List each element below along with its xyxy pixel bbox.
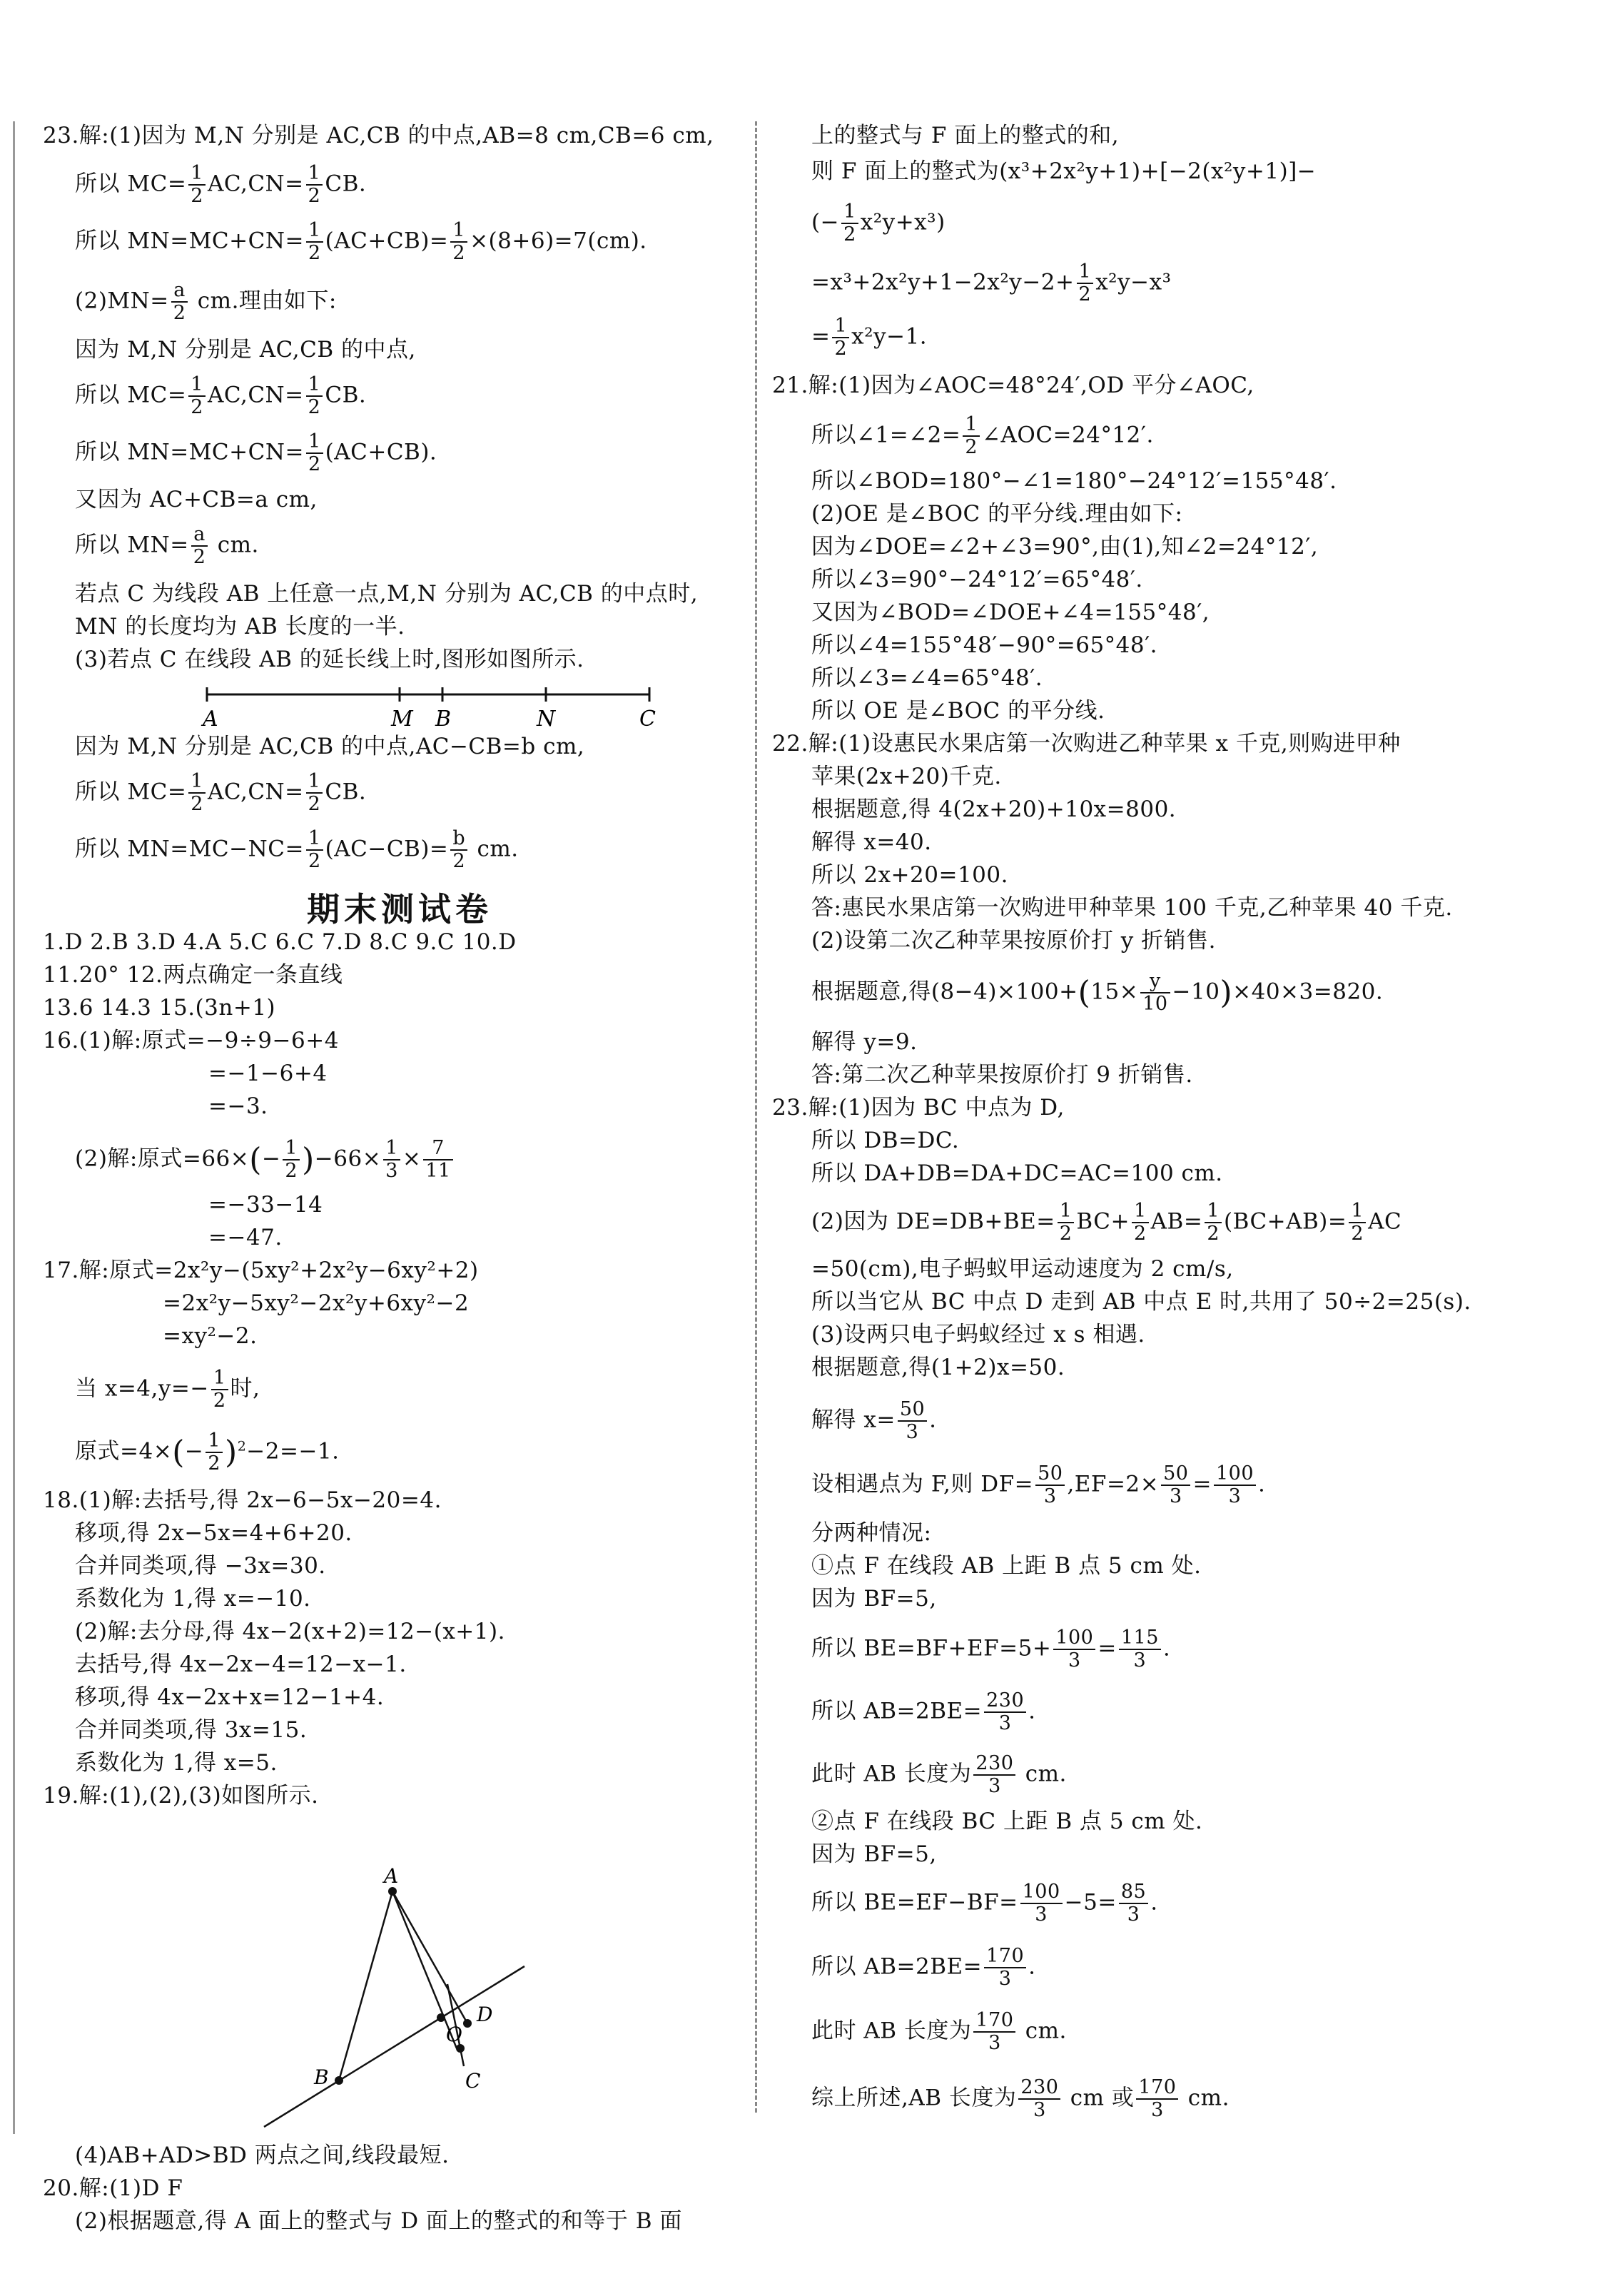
line: ②点 F 在线段 BC 上距 B 点 5 cm 处. (811, 1809, 1203, 1834)
line: 又因为 AC+CB=a cm, (75, 487, 318, 512)
line: 综上所述,AB 长度为 $\frac{230}{3}$ cm 或 $\frac{170}{3}$ cm. (811, 2076, 1230, 2121)
line: 22.解:(1)设惠民水果店第一次购进乙种苹果 x 千克,则购进甲种 (772, 731, 1401, 757)
line: =−3. (208, 1093, 268, 1119)
line: (− $\frac{1}{2}$ x²y+x³) (811, 201, 946, 246)
line: 所以∠1=∠2= $\frac{1}{2}$ ∠AOC=24°12′. (811, 413, 1154, 458)
fraction: $\frac{1}{2}$ (841, 201, 858, 246)
line: 20.解:(1)D F (43, 2175, 183, 2201)
fraction: $\frac{1}{2}$ (306, 220, 323, 264)
fraction: $\frac{7}{11}$ (423, 1138, 452, 1182)
line: =−47. (208, 1225, 283, 1250)
line: 当 x=4,y=− $\frac{1}{2}$ 时, (75, 1367, 260, 1412)
line: 因为 BF=5, (811, 1841, 937, 1867)
line: 答:惠民水果店第一次购进甲种苹果 100 千克,乙种苹果 40 千克. (811, 895, 1453, 921)
line: 原式=4×(− $\frac{1}{2}$ )$^2$−2=−1. (75, 1430, 340, 1475)
line: 系数化为 1,得 x=−10. (75, 1586, 311, 1612)
left-margin-rule (13, 121, 15, 2134)
line: 分两种情况: (811, 1520, 932, 1546)
line: 所以 MC= $\frac{1}{2}$ AC,CN= $\frac{1}{2}$ CB. (75, 770, 367, 815)
line: 所以 MC= $\frac{1}{2}$ AC,CN= $\frac{1}{2}$ CB. (75, 373, 367, 418)
fraction: $\frac{1}{2}$ (832, 315, 849, 360)
fraction: $\frac{1}{2}$ (306, 374, 323, 418)
fraction: $\frac{230}{3}$ (1018, 2077, 1060, 2121)
line: 移项,得 4x−2x+x=12−1+4. (75, 1684, 385, 1710)
point-a (388, 1887, 397, 1896)
fraction: $\frac{100}{3}$ (1020, 1881, 1063, 1926)
line: 所以 BE=BF+EF=5+ $\frac{100}{3}$ = $\frac{115}{3}$ . (811, 1627, 1171, 1672)
line: 所以当它从 BC 中点 D 走到 AB 中点 E 时,共用了 50÷2=25(s). (811, 1289, 1471, 1315)
line: 解得 x= $\frac{50}{3}$ . (811, 1398, 937, 1443)
label-a: A (384, 1864, 399, 1888)
section-title: 期末测试卷 (307, 890, 492, 929)
line: 系数化为 1,得 x=5. (75, 1750, 278, 1776)
fraction: $\frac{a}{2}$ (191, 524, 208, 568)
line: (4)AB+AD>BD 两点之间,线段最短. (75, 2143, 450, 2168)
line: (2)因为 DE=DB+BE= $\frac{1}{2}$ BC+ $\frac{1}{2}$ AB= $\frac{1}{2}$ (BC+AB)= $\frac{1}{2}$ AC (811, 1200, 1402, 1245)
line: 所以 DA+DB=DA+DC=AC=100 cm. (811, 1160, 1223, 1186)
fraction: $\frac{230}{3}$ (984, 1690, 1026, 1734)
line: 18.(1)解:去括号,得 2x−6−5x−20=4. (43, 1487, 442, 1513)
fraction: $\frac{1}{2}$ (450, 220, 467, 264)
line: 因为 M,N 分别是 AC,CB 的中点,AC−CB=b cm, (75, 734, 585, 759)
label-c: C (465, 2069, 481, 2093)
label-b: B (314, 2065, 329, 2089)
line: 此时 AB 长度为 $\frac{230}{3}$ cm. (811, 1752, 1067, 1797)
point-o (437, 2013, 445, 2022)
fraction: $\frac{1}{2}$ (1349, 1200, 1366, 1245)
segment-figure (200, 682, 656, 732)
line: 所以 AB=2BE= $\frac{230}{3}$ . (811, 1689, 1036, 1734)
label-b: B (435, 707, 452, 732)
line: 根据题意,得(1+2)x=50. (811, 1355, 1065, 1380)
line: 根据题意,得(8−4)×100+(15× $\frac{y}{10}$ −10)×40×3=820. (811, 970, 1384, 1015)
line: 所以 MN=MC+CN= $\frac{1}{2}$ (AC+CB)= $\frac{1}{2}$ ×(8+6)=7(cm). (75, 219, 647, 264)
line: 所以∠BOD=180°−∠1=180°−24°12′=155°48′. (811, 468, 1337, 494)
line: MN 的长度均为 AB 长度的一半. (75, 614, 405, 639)
geometry-figure (250, 1820, 592, 2141)
line: (2)根据题意,得 A 面上的整式与 D 面上的整式的和等于 B 面 (75, 2208, 682, 2234)
line: 所以 BE=EF−BF= $\frac{100}{3}$ −5= $\frac{85}{3}$ . (811, 1881, 1158, 1926)
line: 所以∠3=90°−24°12′=65°48′. (811, 567, 1143, 592)
line: 移项,得 2x−5x=4+6+20. (75, 1520, 353, 1546)
column-divider (755, 121, 757, 2113)
line: 所以 2x+20=100. (811, 862, 1008, 888)
line: 11.20° 12.两点确定一条直线 (43, 962, 343, 988)
line: 解得 x=40. (811, 829, 932, 855)
line: 13.6 14.3 15.(3n+1) (43, 995, 276, 1021)
label-d: D (477, 2003, 493, 2026)
line: 答:第二次乙种苹果按原价打 9 折销售. (811, 1062, 1193, 1088)
line: 所以∠4=155°48′−90°=65°48′. (811, 632, 1158, 658)
fraction: $\frac{170}{3}$ (984, 1946, 1026, 1990)
fraction: $\frac{1}{2}$ (188, 771, 206, 815)
label-m: M (391, 707, 413, 732)
line: =−1−6+4 (208, 1061, 328, 1086)
line: 1.D 2.B 3.D 4.A 5.C 6.C 7.D 8.C 9.C 10.D (43, 929, 517, 955)
line: 23.解:(1)因为 M,N 分别是 AC,CB 的中点,AB=8 cm,CB=6 cm, (43, 123, 714, 148)
fraction: $\frac{1}{2}$ (1077, 261, 1094, 305)
label-n: N (537, 707, 556, 732)
fraction: $\frac{1}{2}$ (1205, 1200, 1222, 1245)
line: 21.解:(1)因为∠AOC=48°24′,OD 平分∠AOC, (772, 373, 1254, 398)
line: =x³+2x²y+1−2x²y−2+ $\frac{1}{2}$ x²y−x³ (811, 261, 1172, 305)
label-o: O (446, 2023, 462, 2046)
line: 因为∠DOE=∠2+∠3=90°,由(1),知∠2=24°12′, (811, 534, 1319, 560)
line: 合并同类项,得 −3x=30. (75, 1553, 326, 1579)
fraction: $\frac{50}{3}$ (898, 1399, 927, 1443)
line: 因为 M,N 分别是 AC,CB 的中点, (75, 337, 416, 363)
line: 则 F 面上的整式为(x³+2x²y+1)+[−2(x²y+1)]− (811, 158, 1317, 184)
fraction: $\frac{1}{2}$ (306, 163, 323, 207)
line: =50(cm),电子蚂蚁甲运动速度为 2 cm/s, (811, 1256, 1234, 1282)
fraction: $\frac{1}{2}$ (963, 414, 980, 458)
line: 23.解:(1)因为 BC 中点为 D, (772, 1095, 1065, 1121)
line: (3)若点 C 在线段 AB 的延长线上时,图形如图所示. (75, 647, 584, 672)
fraction: $\frac{1}{2}$ (306, 828, 323, 872)
line: =2x²y−5xy²−2x²y+6xy²−2 (163, 1290, 470, 1316)
line: =xy²−2. (163, 1323, 258, 1349)
point-b (335, 2076, 343, 2085)
line: (3)设两只电子蚂蚁经过 x s 相遇. (811, 1322, 1145, 1347)
line: 所以 DB=DC. (811, 1128, 960, 1153)
line: (2)OE 是∠BOC 的平分线.理由如下: (811, 501, 1183, 527)
line: 所以 MN=MC−NC= $\frac{1}{2}$ (AC−CB)= $\frac{b}{2}$ cm. (75, 827, 519, 872)
fraction: $\frac{100}{3}$ (1214, 1463, 1256, 1507)
fraction: $\frac{1}{2}$ (1058, 1200, 1075, 1245)
fraction: $\frac{1}{3}$ (383, 1138, 400, 1182)
label-c: C (639, 707, 656, 732)
fraction: $\frac{50}{3}$ (1035, 1463, 1065, 1507)
fraction: $\frac{y}{10}$ (1140, 971, 1170, 1015)
line: 所以∠3=∠4=65°48′. (811, 665, 1043, 691)
line: (2)解:原式=66×(− $\frac{1}{2}$ )−66× $\frac{1}{3}$ × $\frac{7}{11}$ (75, 1138, 455, 1182)
line: 又因为∠BOD=∠DOE+∠4=155°48′, (811, 600, 1210, 625)
line: 设相遇点为 F,则 DF= $\frac{50}{3}$ ,EF=2× $\frac{50}{3}$ = $\frac{100}{3}$ . (811, 1462, 1266, 1507)
line: 所以 OE 是∠BOC 的平分线. (811, 698, 1105, 724)
line: (2)解:去分母,得 4x−2(x+2)=12−(x+1). (75, 1619, 505, 1644)
fraction: $\frac{170}{3}$ (1136, 2077, 1178, 2121)
label-a: A (203, 707, 218, 732)
line: (2)设第二次乙种苹果按原价打 y 折销售. (811, 928, 1216, 954)
line: 此时 AB 长度为 $\frac{170}{3}$ cm. (811, 2009, 1067, 2054)
fraction: $\frac{170}{3}$ (973, 2010, 1015, 2054)
line-bd (264, 1966, 524, 2127)
fraction: $\frac{1}{2}$ (1132, 1200, 1149, 1245)
fraction: $\frac{230}{3}$ (973, 1753, 1015, 1797)
fraction: $\frac{1}{2}$ (211, 1367, 228, 1412)
line: 因为 BF=5, (811, 1586, 937, 1612)
fraction: $\frac{85}{3}$ (1119, 1881, 1148, 1926)
line: 根据题意,得 4(2x+20)+10x=800. (811, 796, 1177, 822)
line: 所以 MN=MC+CN= $\frac{1}{2}$ (AC+CB). (75, 430, 437, 475)
line: = $\frac{1}{2}$ x²y−1. (811, 315, 928, 360)
line: 17.解:原式=2x²y−(5xy²+2x²y−6xy²+2) (43, 1258, 479, 1283)
line: (2)MN= $\frac{a}{2}$ cm.理由如下: (75, 279, 337, 324)
point-d (463, 2019, 472, 2028)
fraction: $\frac{50}{3}$ (1161, 1463, 1190, 1507)
line: 合并同类项,得 3x=15. (75, 1717, 308, 1743)
fraction: $\frac{1}{2}$ (306, 431, 323, 475)
segment-ad (392, 1891, 467, 2023)
line: 所以 MC= $\frac{1}{2}$ AC,CN= $\frac{1}{2}$ CB. (75, 162, 367, 207)
fraction: $\frac{a}{2}$ (171, 280, 188, 324)
line: 所以 AB=2BE= $\frac{170}{3}$ . (811, 1945, 1036, 1990)
line: 去括号,得 4x−2x−4=12−x−1. (75, 1652, 407, 1677)
line: =−33−14 (208, 1192, 323, 1218)
fraction: $\frac{b}{2}$ (450, 828, 467, 872)
line: 19.解:(1),(2),(3)如图所示. (43, 1783, 319, 1809)
line: 解得 y=9. (811, 1029, 918, 1055)
line: 苹果(2x+20)千克. (811, 764, 1002, 789)
fraction: $\frac{100}{3}$ (1053, 1627, 1095, 1672)
fraction: $\frac{1}{2}$ (188, 163, 206, 207)
fraction: $\frac{1}{2}$ (188, 374, 206, 418)
fraction: $\frac{1}{2}$ (306, 771, 323, 815)
line: 上的整式与 F 面上的整式的和, (811, 123, 1120, 148)
line: 所以 MN= $\frac{a}{2}$ cm. (75, 523, 259, 568)
fraction: $\frac{1}{2}$ (283, 1138, 300, 1182)
line: 16.(1)解:原式=−9÷9−6+4 (43, 1028, 339, 1053)
line: 若点 C 为线段 AB 上任意一点,M,N 分别为 AC,CB 的中点时, (75, 581, 699, 607)
fraction: $\frac{1}{2}$ (206, 1430, 223, 1475)
line: ①点 F 在线段 AB 上距 B 点 5 cm 处. (811, 1553, 1202, 1579)
fraction: $\frac{115}{3}$ (1119, 1627, 1161, 1672)
